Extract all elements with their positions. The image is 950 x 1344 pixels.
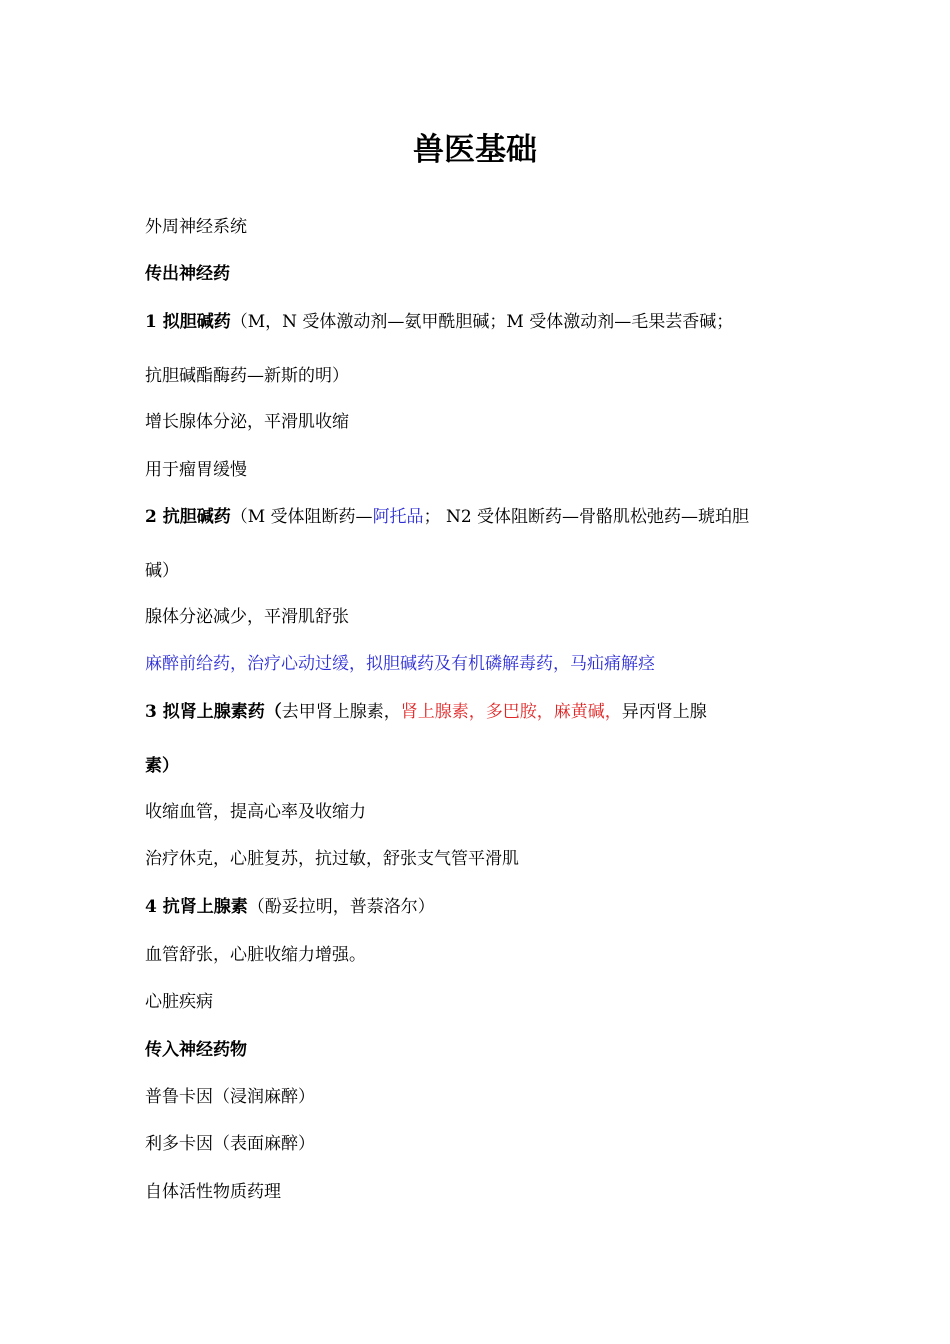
effect-text: 收缩血管，提高心率及收缩力 (145, 802, 366, 822)
effect-text: 腺体分泌减少，平滑肌舒张 (145, 607, 349, 627)
drug-class-continuation: 素） (145, 756, 179, 776)
drug-class-detail: 去甲肾上腺素， (281, 702, 401, 722)
drug-class-adrenergic (145, 700, 825, 724)
highlight-atropine: 阿托品 (372, 507, 424, 527)
drug-class-label: 3 拟肾上腺素药（ (145, 702, 282, 722)
effect-text: 血管舒张，心脏收缩力增强。 (145, 945, 366, 965)
section-heading-autacoids: 自体活性物质药理 (145, 1182, 281, 1202)
section-heading-peripheral: 外周神经系统 (145, 217, 247, 237)
drug-class-continuation: 碱） (145, 561, 179, 581)
drug-class-detail: （M 受体阻断药— (230, 507, 373, 527)
usage-text: 用于瘤胃缓慢 (145, 460, 247, 480)
drug-item-lidocaine: 利多卡因（表面麻醉） (145, 1134, 315, 1154)
drug-class-detail: 异丙肾上腺 (621, 702, 707, 722)
drug-class-cholinergic (145, 310, 825, 334)
drug-class-label: 4 抗肾上腺素 (145, 897, 248, 917)
drug-class-label: 2 抗胆碱药 (145, 507, 231, 527)
drug-class-anticholinergic (145, 505, 825, 529)
drug-class-label: 1 拟胆碱药 (145, 312, 231, 332)
drug-class-continuation: 抗胆碱酯酶药—新斯的明） (145, 366, 349, 386)
drug-class-detail: （酚妥拉明，普萘洛尔） (247, 897, 435, 917)
drug-class-detail: ； N2 受体阻断药—骨骼肌松弛药—琥珀胆 (423, 507, 750, 527)
document-title: 兽医基础 (413, 132, 537, 168)
subsection-heading-afferent: 传入神经药物 (145, 1040, 247, 1060)
drug-item-procaine: 普鲁卡因（浸润麻醉） (145, 1087, 315, 1107)
effect-text: 增长腺体分泌，平滑肌收缩 (145, 412, 349, 432)
subsection-heading-efferent: 传出神经药 (145, 264, 230, 284)
usage-text: 心脏疾病 (145, 992, 213, 1012)
drug-class-detail: （M，N 受体激动剂—氨甲酰胆碱；M 受体激动剂—毛果芸香碱； (230, 312, 734, 332)
usage-text: 治疗休克，心脏复苏，抗过敏，舒张支气管平滑肌 (145, 849, 519, 869)
usage-text-highlighted: 麻醉前给药，治疗心动过缓，拟胆碱药及有机磷解毒药，马疝痛解痉 (145, 654, 655, 674)
drug-class-antiadrenergic (145, 895, 825, 919)
highlight-adrenaline: 肾上腺素，多巴胺，麻黄碱， (400, 702, 622, 722)
